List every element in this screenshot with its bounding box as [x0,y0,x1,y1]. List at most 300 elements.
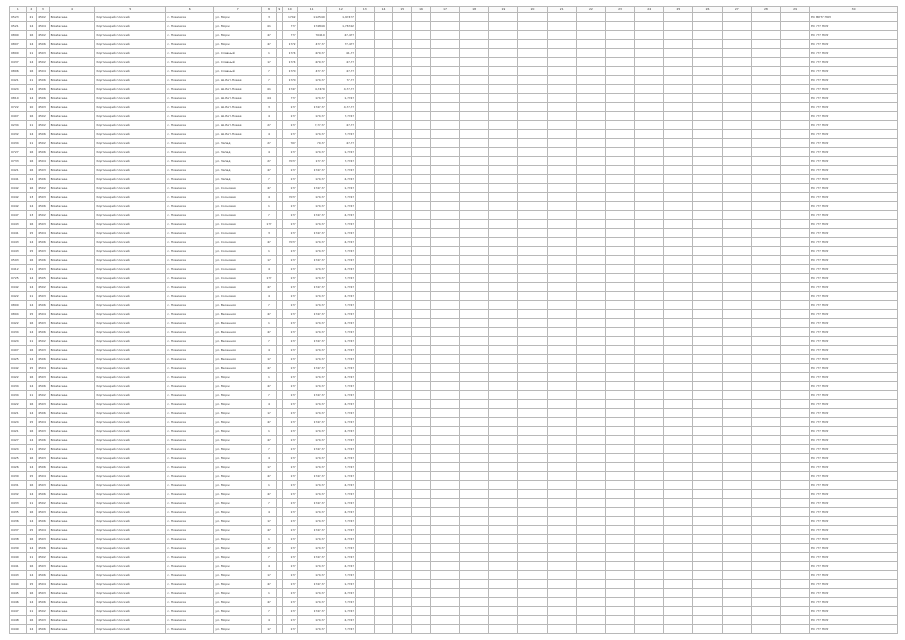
table-cell [518,58,547,67]
table-cell: с. Новичиха [166,265,214,274]
table-cell: Кортинарий плоский [95,184,166,193]
table-cell: 14 [26,94,36,103]
table-cell [355,364,374,373]
table-cell [780,148,809,157]
table-cell: 14 [26,328,36,337]
table-cell: 1?? [283,472,298,481]
table-cell: Кортинарий плоский [95,247,166,256]
table-cell: ? [262,76,277,85]
table-cell [605,184,634,193]
table-cell [460,229,489,238]
table-cell: ул. Морж [214,499,262,508]
table-cell [664,256,693,265]
table-cell [664,580,693,589]
table-cell: ЕС ??? НОУ [810,94,898,103]
table-cell [722,58,751,67]
table-cell [576,508,605,517]
table-cell [780,616,809,625]
table-cell: Boletaceae [49,553,95,562]
table-cell: 1 [262,49,277,58]
table-cell: ? [262,553,277,562]
table-cell: 1?4?,?? [297,364,326,373]
table-cell: 1?4,?? [297,238,326,247]
table-cell [722,184,751,193]
table-cell [780,130,809,139]
table-cell: Boletaceae [49,67,95,76]
table-cell: Boletaceae [49,31,95,40]
table-cell: 0422 [10,292,27,301]
table-cell: 4,??4? [326,454,355,463]
table-cell [576,562,605,571]
table-cell [664,454,693,463]
table-cell [518,418,547,427]
table-cell [722,292,751,301]
table-cell [722,391,751,400]
table-cell: Кортинарий плоский [95,346,166,355]
table-cell [518,148,547,157]
table-cell [460,544,489,553]
table-cell: с. Новичиха [166,373,214,382]
table-cell: Кортинарий плоский [95,481,166,490]
table-cell [547,94,576,103]
table-cell [751,157,780,166]
table-cell [722,418,751,427]
table-cell [605,238,634,247]
table-cell [430,247,459,256]
table-cell [605,49,634,58]
table-cell: 1 [262,535,277,544]
table-cell [374,121,393,130]
table-cell [635,292,664,301]
table-cell [751,301,780,310]
table-cell: ЕС ??? НОУ [810,391,898,400]
table-cell: 1?? [283,607,298,616]
table-cell: 4506 [37,436,50,445]
table-cell [412,517,431,526]
table-cell [430,535,459,544]
table-cell: 0424 [10,85,27,94]
table-cell: 1?4,?? [297,427,326,436]
table-cell [605,454,634,463]
table-cell: ЕС ??? НОУ [810,22,898,31]
table-cell: 1?? [283,427,298,436]
table-cell [547,337,576,346]
table-cell: Boletaceae [49,364,95,373]
table-cell: Кортинарий плоский [95,94,166,103]
table-cell: 4503 [37,400,50,409]
table-cell: 0804 [10,310,27,319]
table-cell [635,625,664,634]
table-cell: Boletaceae [49,85,95,94]
table-cell [635,148,664,157]
table-cell [751,517,780,526]
table-cell [430,418,459,427]
table-cell: ЕС ??? НОУ [810,274,898,283]
table-row [10,13,898,22]
table-cell [489,202,518,211]
table-cell [412,535,431,544]
table-row [10,517,898,526]
table-cell: 1?? [283,589,298,598]
table-cell: 1,??4? [326,553,355,562]
table-cell: ?0?? [283,238,298,247]
table-cell [751,139,780,148]
table-cell: с. Новичиха [166,211,214,220]
table-cell [547,211,576,220]
table-cell: 1??2 [283,40,298,49]
table-cell [780,121,809,130]
table-cell: ?,??4? [326,130,355,139]
table-cell [664,472,693,481]
table-cell: 4? [262,283,277,292]
table-cell: 1?? [283,175,298,184]
table-cell: с. Новичиха [166,184,214,193]
table-cell: 0437 [10,526,27,535]
table-cell [635,193,664,202]
table-cell: 0448 [10,616,27,625]
table-cell: ул. Морж [214,508,262,517]
table-cell: ул. Морж [214,526,262,535]
table-cell: 4 [262,148,277,157]
table-cell [751,553,780,562]
table-cell: ЕС ??? НОУ [810,526,898,535]
table-cell [430,202,459,211]
table-cell: ?,??4? [326,571,355,580]
table-cell [393,103,412,112]
table-cell [355,562,374,571]
table-cell [355,535,374,544]
table-cell [635,265,664,274]
table-cell [780,166,809,175]
table-cell [374,364,393,373]
table-cell: 4503 [37,562,50,571]
table-cell [460,526,489,535]
table-cell: 1?4?,?? [297,256,326,265]
table-cell [355,382,374,391]
column-header: 19 [489,7,518,13]
table-cell [693,472,722,481]
table-cell: 4 [262,616,277,625]
table-cell [605,463,634,472]
table-cell: 16 [26,256,36,265]
table-cell [605,112,634,121]
table-cell [489,337,518,346]
table-cell [547,499,576,508]
table-cell [355,193,374,202]
table-cell: Boletaceae [49,346,95,355]
table-cell: Кортинарий плоский [95,103,166,112]
table-cell: 4? [262,238,277,247]
table-cell: 0806 [10,67,27,76]
table-cell [374,355,393,364]
table-cell [489,508,518,517]
table-cell: 1??0 [283,76,298,85]
table-cell [664,121,693,130]
table-cell [664,526,693,535]
table-cell [780,508,809,517]
table-cell [722,562,751,571]
table-cell: 1?4,?? [297,292,326,301]
table-cell [374,562,393,571]
table-cell [693,400,722,409]
table-cell: ул. Сосновая [214,256,262,265]
table-cell [430,130,459,139]
table-cell [780,220,809,229]
table-cell: 1?? [283,418,298,427]
table-cell [518,310,547,319]
table-cell [576,157,605,166]
table-cell [430,409,459,418]
table-cell [412,22,431,31]
table-cell: 4502 [37,499,50,508]
table-cell [576,544,605,553]
table-cell: Кортинарий плоский [95,337,166,346]
table-cell [460,409,489,418]
table-row [10,337,898,346]
table-cell [374,463,393,472]
table-cell [664,400,693,409]
table-cell: Кортинарий плоский [95,328,166,337]
table-cell: Boletaceae [49,283,95,292]
table-cell [547,13,576,22]
table-cell [430,391,459,400]
table-cell [576,112,605,121]
table-cell: 1?4,?? [297,625,326,634]
table-cell [460,472,489,481]
table-cell [374,301,393,310]
table-cell [489,238,518,247]
table-cell [518,40,547,49]
table-cell: с. Новичиха [166,400,214,409]
table-cell: Boletaceae [49,418,95,427]
column-header: 5 [95,7,166,13]
table-cell [576,328,605,337]
table-cell [722,130,751,139]
table-cell [430,238,459,247]
table-cell [518,193,547,202]
table-cell: 11 [26,139,36,148]
table-cell: 1?? [283,409,298,418]
table-cell: 1,??4? [326,256,355,265]
table-cell: ул. Запад [214,166,262,175]
table-cell [489,589,518,598]
table-cell: Boletaceae [49,400,95,409]
table-cell [605,553,634,562]
table-row [10,283,898,292]
table-cell: с. Новичиха [166,517,214,526]
table-cell: 13 [26,193,36,202]
table-cell: ул. Морж [214,31,262,40]
table-cell [460,562,489,571]
table-cell [722,103,751,112]
table-cell [576,526,605,535]
table-cell [374,535,393,544]
table-cell: 1?4?,?? [297,211,326,220]
table-cell: ЕС ??? НОУ [810,517,898,526]
table-cell: Boletaceae [49,319,95,328]
column-header: 22 [576,7,605,13]
table-cell: 1?4,?? [297,616,326,625]
table-cell: 4506 [37,544,50,553]
table-cell [576,76,605,85]
table-cell: 0427 [10,436,27,445]
table-cell [430,481,459,490]
table-cell [393,121,412,130]
table-cell [460,274,489,283]
table-cell [576,13,605,22]
table-cell [547,517,576,526]
table-cell [393,328,412,337]
table-cell [605,562,634,571]
table-row [10,607,898,616]
table-cell: 4,??4? [326,373,355,382]
table-cell: 16 [26,112,36,121]
table-cell [576,463,605,472]
table-cell: 15 [26,247,36,256]
table-cell [393,580,412,589]
table-cell [576,40,605,49]
table-cell [547,229,576,238]
table-cell [430,13,459,22]
table-cell [693,607,722,616]
table-cell: 4? [262,382,277,391]
table-cell [412,571,431,580]
table-cell: ул. Ш.Лит.Новая [214,130,262,139]
table-cell: 0432 [10,130,27,139]
table-cell [355,589,374,598]
table-cell: ул. Славный [214,49,262,58]
table-row [10,625,898,634]
table-cell [393,355,412,364]
table-cell [664,211,693,220]
table-cell [518,49,547,58]
table-cell [576,229,605,238]
table-row [10,346,898,355]
table-cell: 0421 [10,166,27,175]
table-cell: 16 [26,346,36,355]
table-cell [412,31,431,40]
table-cell: 4503 [37,589,50,598]
table-cell: 1?? [283,337,298,346]
table-cell [460,148,489,157]
table-cell [412,130,431,139]
table-cell: ??? [283,31,298,40]
table-cell: ЕС ??? НОУ [810,427,898,436]
table-cell: ЕС ??? НОУ [810,103,898,112]
table-cell: 14 [26,436,36,445]
table-cell [751,256,780,265]
table-cell [722,454,751,463]
table-cell: ЕС ??? НОУ [810,373,898,382]
table-cell: 4 [262,346,277,355]
table-cell [605,616,634,625]
table-cell [751,328,780,337]
table-cell [355,409,374,418]
column-header: 18 [460,7,489,13]
table-cell [635,283,664,292]
table-cell [355,148,374,157]
table-cell: 0441 [10,229,27,238]
column-header: 8 [262,7,277,13]
table-cell [576,247,605,256]
table-cell: 1,??4? [326,283,355,292]
table-cell: 0593 [10,256,27,265]
table-cell [722,337,751,346]
table-cell [722,175,751,184]
table-cell [460,301,489,310]
table-cell: 0422 [10,373,27,382]
table-cell [722,40,751,49]
table-cell [751,40,780,49]
table-cell [547,148,576,157]
table-cell [693,85,722,94]
table-cell [430,139,459,148]
table-cell [393,490,412,499]
table-cell: с. Новичиха [166,463,214,472]
table-cell [374,94,393,103]
table-cell: Кортинарий плоский [95,355,166,364]
table-cell [374,202,393,211]
table-cell [780,553,809,562]
table-cell [547,589,576,598]
table-cell [605,310,634,319]
table-cell [460,319,489,328]
table-cell: 1?4?,?? [297,580,326,589]
table-cell [393,607,412,616]
table-cell [751,148,780,157]
table-cell: Кортинарий плоский [95,589,166,598]
table-cell: 4? [262,472,277,481]
table-cell [722,535,751,544]
table-cell: с. Новичиха [166,346,214,355]
table-cell: с. Новичиха [166,436,214,445]
table-cell: ЕС ??? НОУ [810,49,898,58]
table-row [10,481,898,490]
column-header: 21 [547,7,576,13]
table-cell [430,616,459,625]
table-cell [518,481,547,490]
table-cell [547,490,576,499]
table-cell [430,571,459,580]
table-cell: 0800 [10,49,27,58]
table-cell: ул. Сосновая [214,184,262,193]
table-cell: ЕС ??? НОУ [810,598,898,607]
table-cell [489,184,518,193]
table-cell [547,184,576,193]
table-cell: 1,??4? [326,472,355,481]
table-cell [547,580,576,589]
table-cell [576,301,605,310]
table-cell [355,445,374,454]
table-cell [722,589,751,598]
table-cell [751,184,780,193]
table-cell [374,328,393,337]
table-cell [576,400,605,409]
table-cell [722,355,751,364]
table-cell [751,166,780,175]
table-cell [751,94,780,103]
table-cell: 0407 [10,112,27,121]
table-cell: 4504 [37,67,50,76]
table-cell [430,283,459,292]
table-cell [664,499,693,508]
table-cell: 4503 [37,265,50,274]
table-cell [693,112,722,121]
table-cell: 0445 [10,589,27,598]
table-cell: 4506 [37,148,50,157]
table-cell [518,31,547,40]
table-cell: ?,??4? [326,193,355,202]
